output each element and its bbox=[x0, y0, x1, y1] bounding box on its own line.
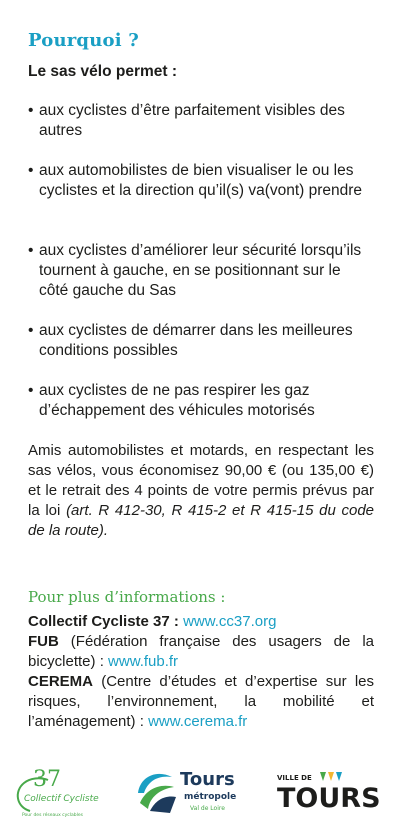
partner-logos bbox=[0, 755, 401, 825]
contact-cc37 bbox=[28, 612, 374, 632]
fine-paragraph bbox=[28, 441, 374, 541]
logo-tours-sub1: métropole bbox=[184, 792, 237, 802]
contact-fub bbox=[28, 632, 374, 672]
bullet-text: aux automobilistes de bien visualiser le ou les cyclistes et la direction qu’il(s) va(vont) prendre bbox=[39, 162, 363, 199]
page-title: Pourquoi ? bbox=[28, 30, 139, 51]
bullet-text: aux cyclistes de ne pas respirer les gaz d’échappement des véhicules motorisés bbox=[39, 382, 315, 419]
contact-cerema bbox=[28, 672, 374, 732]
logo-ville-name: TOURS bbox=[277, 783, 381, 814]
logo-tours-sub2: Val de Loire bbox=[190, 805, 225, 812]
bullet-text: aux cyclistes d’améliorer leur sécurité lorsqu’ils tournent à gauche, en se positionnant sur le côté gauche du Sas bbox=[39, 242, 362, 299]
list-item bbox=[28, 321, 374, 361]
intro-text: Le sas vélo permet : bbox=[28, 63, 178, 80]
contact-name: CEREMA bbox=[28, 673, 94, 690]
contacts-block bbox=[28, 612, 374, 732]
tours-metropole-logo bbox=[138, 769, 236, 813]
contact-link[interactable]: www.cc37.org bbox=[183, 613, 277, 630]
ville-de-tours-logo bbox=[277, 772, 381, 814]
contact-link[interactable]: www.fub.fr bbox=[108, 653, 179, 670]
contact-description: (Fédération française des usagers de la bicyclette) : bbox=[28, 633, 374, 670]
bullet-dot: • bbox=[28, 242, 34, 259]
collectif-cycliste-logo bbox=[18, 767, 99, 818]
contact-name: Collectif Cycliste 37 : bbox=[28, 613, 179, 630]
logo-cc37-name: Collectif Cycliste bbox=[24, 794, 99, 804]
list-item bbox=[28, 381, 374, 421]
bullet-text: aux cyclistes de démarrer dans les meilleures conditions possibles bbox=[39, 322, 353, 359]
contact-description: (Centre d’études et d’expertise sur les risques, l’environnement, la mobilité et l’aménagement) : bbox=[28, 673, 374, 730]
bullet-dot: • bbox=[28, 102, 34, 119]
list-item bbox=[28, 101, 374, 141]
bullet-text: aux cyclistes d’être parfaitement visibles des autres bbox=[39, 102, 345, 139]
bullet-dot: • bbox=[28, 162, 34, 179]
paragraph-text: Amis automobilistes et motards, en respectant les sas vélos, vous économisez 90,00 € (ou 135,00 €) et le retrait des 4 points de votre permis prévus par la loi bbox=[28, 442, 374, 519]
list-item bbox=[28, 161, 374, 201]
more-info-title: Pour plus d’informations : bbox=[28, 588, 226, 606]
bullet-dot: • bbox=[28, 322, 34, 339]
contact-name: FUB bbox=[28, 633, 59, 650]
bullet-dot: • bbox=[28, 382, 34, 399]
contact-link[interactable]: www.cerema.fr bbox=[148, 713, 248, 730]
logo-tours-name: Tours bbox=[180, 769, 235, 790]
logo-cc37-tagline: Pour des réseaux cyclables bbox=[22, 813, 84, 818]
logo-cc37-number: 37 bbox=[33, 767, 61, 792]
list-item bbox=[28, 241, 374, 301]
law-reference: (art. R 412-30, R 415-2 et R 415-15 du code de la route). bbox=[28, 502, 375, 539]
logo-ville-prefix: VILLE DE bbox=[277, 774, 312, 782]
